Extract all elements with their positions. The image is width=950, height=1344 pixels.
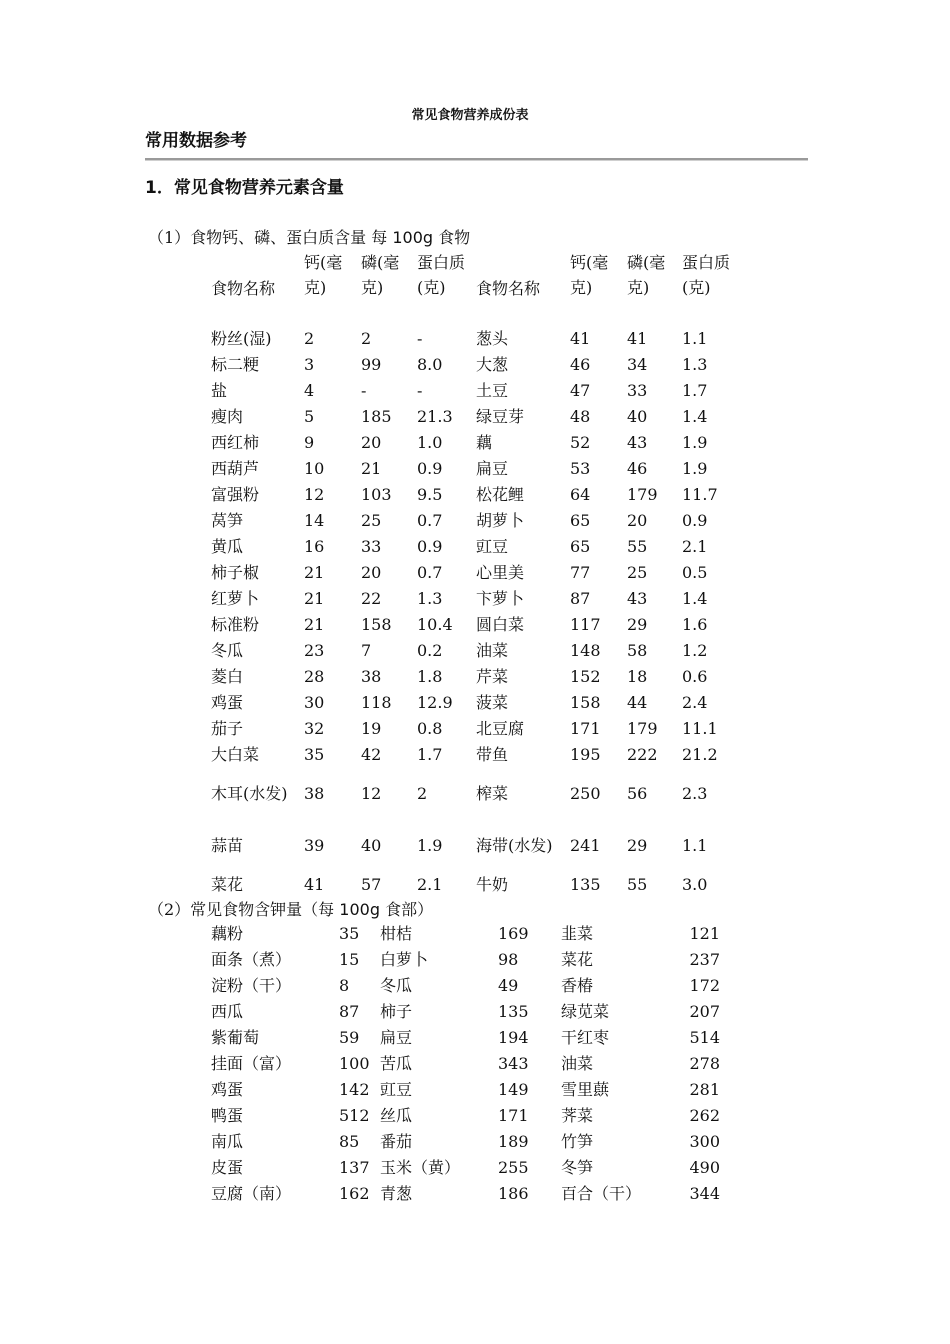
table-row xyxy=(211,1051,720,1077)
food-name-cell: 西葫芦 xyxy=(211,459,260,478)
column-header: 食物名称 xyxy=(211,278,276,298)
value-cell: 12 xyxy=(361,784,382,803)
food-name-cell: 标准粉 xyxy=(211,615,260,634)
value-cell: 148 xyxy=(570,641,601,660)
column-header: 磷(毫克) xyxy=(627,253,666,297)
value-cell: 194 xyxy=(498,1028,529,1047)
food-name-cell: 红萝卜 xyxy=(211,589,260,608)
value-cell: 41 xyxy=(570,329,591,348)
value-cell: 300 xyxy=(689,1132,720,1151)
value-cell: 20 xyxy=(627,511,648,530)
value-cell: 29 xyxy=(627,836,648,855)
value-cell: 1.2 xyxy=(682,641,708,660)
food-name-cell: 心里美 xyxy=(476,563,525,582)
value-cell: 44 xyxy=(627,693,648,712)
value-cell: 87 xyxy=(570,589,591,608)
value-cell: 2.1 xyxy=(417,875,443,894)
table-row xyxy=(211,1155,720,1181)
value-cell: 172 xyxy=(689,976,720,995)
value-cell: 35 xyxy=(304,745,325,764)
table-row xyxy=(211,586,742,612)
food-name-cell: 菜花 xyxy=(211,875,244,894)
column-header: 食物名称 xyxy=(476,278,541,298)
food-name-cell: 柿子 xyxy=(380,1002,413,1021)
table-row xyxy=(211,690,742,716)
value-cell: 169 xyxy=(498,924,529,943)
value-cell: 3.0 xyxy=(682,875,708,894)
value-cell: 158 xyxy=(361,615,392,634)
food-name-cell: 番茄 xyxy=(380,1132,413,1151)
food-name-cell: 菠菜 xyxy=(476,693,509,712)
value-cell: 135 xyxy=(498,1002,529,1021)
value-cell: 1.1 xyxy=(682,329,708,348)
table-row xyxy=(211,612,742,638)
value-cell: 0.9 xyxy=(682,511,708,530)
value-cell: 35 xyxy=(339,924,360,943)
value-cell: 186 xyxy=(498,1184,529,1203)
value-cell: 65 xyxy=(570,511,591,530)
potassium-content-table xyxy=(211,921,720,1207)
value-cell: 22 xyxy=(361,589,382,608)
food-name-cell: 榨菜 xyxy=(476,784,509,803)
table-row xyxy=(211,742,742,768)
value-cell: 1.3 xyxy=(682,355,708,374)
food-name-cell: 豆腐（南） xyxy=(211,1184,292,1203)
food-name-cell: 皮蛋 xyxy=(211,1158,244,1177)
value-cell: 118 xyxy=(361,693,392,712)
value-cell: 281 xyxy=(689,1080,720,1099)
food-name-cell: 茄子 xyxy=(211,719,244,738)
value-cell: 2 xyxy=(304,329,315,348)
value-cell: 2 xyxy=(361,329,372,348)
subheading-nutrients: 1．常见食物营养元素含量 xyxy=(145,178,344,198)
food-name-cell: 面条（煮） xyxy=(211,950,292,969)
value-cell: 2.3 xyxy=(682,784,708,803)
value-cell: 43 xyxy=(627,589,648,608)
value-cell: 11.1 xyxy=(682,719,718,738)
table-row xyxy=(211,482,742,508)
value-cell: 23 xyxy=(304,641,325,660)
table-row xyxy=(211,456,742,482)
value-cell: 65 xyxy=(570,537,591,556)
value-cell: 64 xyxy=(570,485,591,504)
food-name-cell: 莴笋 xyxy=(211,511,244,530)
value-cell: 12.9 xyxy=(417,693,453,712)
value-cell: 121 xyxy=(689,924,720,943)
value-cell: 1.0 xyxy=(417,433,443,452)
table-row xyxy=(211,352,742,378)
table-row xyxy=(211,1181,720,1207)
value-cell: 56 xyxy=(627,784,648,803)
value-cell: 42 xyxy=(361,745,382,764)
food-name-cell: 柿子椒 xyxy=(211,563,260,582)
table-row xyxy=(211,326,742,352)
food-name-cell: 雪里蕻 xyxy=(561,1080,610,1099)
value-cell: 0.5 xyxy=(682,563,708,582)
food-name-cell: 扁豆 xyxy=(380,1028,413,1047)
value-cell: 3 xyxy=(304,355,315,374)
value-cell: 41 xyxy=(304,875,325,894)
food-name-cell: 挂面（富） xyxy=(211,1054,292,1073)
food-name-cell: 油菜 xyxy=(561,1054,594,1073)
value-cell: 4 xyxy=(304,381,315,400)
value-cell: 1.4 xyxy=(682,407,708,426)
food-name-cell: 瘦肉 xyxy=(211,407,244,426)
table-row xyxy=(211,404,742,430)
food-name-cell: 豇豆 xyxy=(380,1080,413,1099)
column-header: 蛋白质(克) xyxy=(417,253,466,297)
value-cell: 2 xyxy=(417,784,428,803)
food-name-cell: 菜花 xyxy=(561,950,594,969)
value-cell: 1.7 xyxy=(417,745,443,764)
value-cell: 98 xyxy=(498,950,519,969)
food-name-cell: 松花鲤 xyxy=(476,485,525,504)
food-name-cell: 蒜苗 xyxy=(211,836,244,855)
food-name-cell: 淀粉（干） xyxy=(211,976,292,995)
value-cell: 77 xyxy=(570,563,591,582)
value-cell: 40 xyxy=(627,407,648,426)
value-cell: 49 xyxy=(498,976,519,995)
table-row xyxy=(211,921,720,947)
table-row xyxy=(211,508,742,534)
value-cell: 2.1 xyxy=(682,537,708,556)
table-row xyxy=(211,1129,720,1155)
value-cell: 0.2 xyxy=(417,641,443,660)
food-name-cell: 绿豆芽 xyxy=(476,407,525,426)
table-row xyxy=(211,664,742,690)
table-row xyxy=(211,560,742,586)
value-cell: 135 xyxy=(570,875,601,894)
table2-caption-suffix: 食部） xyxy=(385,900,434,919)
value-cell: 103 xyxy=(361,485,392,504)
food-name-cell: 冬笋 xyxy=(561,1158,594,1177)
value-cell: 171 xyxy=(570,719,601,738)
food-name-cell: 圆白菜 xyxy=(476,615,525,634)
value-cell: 41 xyxy=(627,329,648,348)
value-cell: 179 xyxy=(627,719,658,738)
value-cell: 21 xyxy=(361,459,382,478)
food-name-cell: 白萝卜 xyxy=(380,950,429,969)
value-cell: 137 xyxy=(339,1158,370,1177)
value-cell: 12 xyxy=(304,485,325,504)
value-cell: 250 xyxy=(570,784,601,803)
table2-caption-amount: 100g xyxy=(339,900,380,919)
value-cell: 53 xyxy=(570,459,591,478)
value-cell: 1.1 xyxy=(682,836,708,855)
value-cell: 344 xyxy=(689,1184,720,1203)
value-cell: 20 xyxy=(361,563,382,582)
food-name-cell: 牛奶 xyxy=(476,875,509,894)
table-row xyxy=(211,716,742,742)
food-name-cell: 黄瓜 xyxy=(211,537,244,556)
food-name-cell: 青葱 xyxy=(380,1184,413,1203)
value-cell: 29 xyxy=(627,615,648,634)
column-header: 磷(毫克) xyxy=(361,253,400,297)
value-cell: 55 xyxy=(627,537,648,556)
value-cell: 1.3 xyxy=(417,589,443,608)
value-cell: 58 xyxy=(627,641,648,660)
food-name-cell: 大白菜 xyxy=(211,745,260,764)
value-cell: 207 xyxy=(689,1002,720,1021)
value-cell: 7 xyxy=(361,641,372,660)
column-header: 钙(毫克) xyxy=(570,253,609,297)
food-name-cell: 苦瓜 xyxy=(380,1054,413,1073)
food-name-cell: 菱白 xyxy=(211,667,244,686)
value-cell: 222 xyxy=(627,745,658,764)
food-name-cell: 冬瓜 xyxy=(211,641,244,660)
value-cell: 30 xyxy=(304,693,325,712)
value-cell: 1.9 xyxy=(417,836,443,855)
food-name-cell: 丝瓜 xyxy=(380,1106,413,1125)
value-cell: 1.9 xyxy=(682,459,708,478)
value-cell: 512 xyxy=(339,1106,370,1125)
value-cell: 9.5 xyxy=(417,485,443,504)
value-cell: 255 xyxy=(498,1158,529,1177)
table-header-row xyxy=(211,250,742,326)
table2-caption xyxy=(148,897,433,920)
value-cell: 189 xyxy=(498,1132,529,1151)
value-cell: 20 xyxy=(361,433,382,452)
value-cell: - xyxy=(417,329,423,348)
food-name-cell: 大葱 xyxy=(476,355,509,374)
table2-caption-prefix: （2）常见食物含钾量（每 xyxy=(148,900,335,919)
value-cell: 1.4 xyxy=(682,589,708,608)
food-name-cell: 竹笋 xyxy=(561,1132,594,1151)
food-name-cell: 富强粉 xyxy=(211,485,260,504)
value-cell: 2.4 xyxy=(682,693,708,712)
table-row xyxy=(211,872,742,898)
food-name-cell: 藕 xyxy=(476,433,493,452)
value-cell: 38 xyxy=(361,667,382,686)
value-cell: 10 xyxy=(304,459,325,478)
value-cell: 179 xyxy=(627,485,658,504)
value-cell: 278 xyxy=(689,1054,720,1073)
food-name-cell: 香椿 xyxy=(561,976,594,995)
food-name-cell: 油菜 xyxy=(476,641,509,660)
value-cell: 52 xyxy=(570,433,591,452)
value-cell: 55 xyxy=(627,875,648,894)
food-name-cell: 冬瓜 xyxy=(380,976,413,995)
value-cell: 1.7 xyxy=(682,381,708,400)
food-name-cell: 芹菜 xyxy=(476,667,509,686)
food-name-cell: 北豆腐 xyxy=(476,719,525,738)
food-name-cell: 藕粉 xyxy=(211,924,244,943)
value-cell: 47 xyxy=(570,381,591,400)
value-cell: 21.3 xyxy=(417,407,453,426)
value-cell: 33 xyxy=(627,381,648,400)
table-row xyxy=(211,1077,720,1103)
value-cell: 0.6 xyxy=(682,667,708,686)
horizontal-rule xyxy=(145,158,808,161)
value-cell: 10.4 xyxy=(417,615,453,634)
value-cell: 185 xyxy=(361,407,392,426)
value-cell: 21 xyxy=(304,563,325,582)
value-cell: 99 xyxy=(361,355,382,374)
value-cell: 5 xyxy=(304,407,315,426)
food-name-cell: 木耳(水发) xyxy=(211,784,288,803)
value-cell: 8.0 xyxy=(417,355,443,374)
value-cell: 57 xyxy=(361,875,382,894)
mineral-content-table xyxy=(211,250,742,898)
value-cell: 46 xyxy=(570,355,591,374)
value-cell: 149 xyxy=(498,1080,529,1099)
food-name-cell: 卞萝卜 xyxy=(476,589,525,608)
value-cell: 0.8 xyxy=(417,719,443,738)
value-cell: 39 xyxy=(304,836,325,855)
table-row xyxy=(211,820,742,872)
value-cell: 514 xyxy=(689,1028,720,1047)
food-name-cell: 鸡蛋 xyxy=(211,1080,244,1099)
page-title: 常见食物营养成份表 xyxy=(411,108,529,123)
value-cell: 85 xyxy=(339,1132,360,1151)
food-name-cell: 扁豆 xyxy=(476,459,509,478)
value-cell: 18 xyxy=(627,667,648,686)
food-name-cell: 海带(水发) xyxy=(476,836,553,855)
value-cell: 25 xyxy=(361,511,382,530)
table-row xyxy=(211,947,720,973)
value-cell: 0.9 xyxy=(417,459,443,478)
value-cell: 16 xyxy=(304,537,325,556)
food-name-cell: 玉米（黄） xyxy=(380,1158,461,1177)
table1-caption-amount: 100g xyxy=(392,228,434,247)
table-row xyxy=(211,1025,720,1051)
value-cell: 262 xyxy=(689,1106,720,1125)
food-name-cell: 豇豆 xyxy=(476,537,509,556)
value-cell: 490 xyxy=(689,1158,720,1177)
value-cell: - xyxy=(417,381,423,400)
table-row xyxy=(211,378,742,404)
food-name-cell: 标二粳 xyxy=(211,355,260,374)
value-cell: 241 xyxy=(570,836,601,855)
value-cell: 117 xyxy=(570,615,601,634)
value-cell: 8 xyxy=(339,976,350,995)
table-row xyxy=(211,430,742,456)
value-cell: 152 xyxy=(570,667,601,686)
value-cell: 48 xyxy=(570,407,591,426)
food-name-cell: 南瓜 xyxy=(211,1132,244,1151)
section-heading: 常用数据参考 xyxy=(145,131,247,151)
food-name-cell: 柑桔 xyxy=(380,924,413,943)
value-cell: 343 xyxy=(498,1054,529,1073)
food-name-cell: 土豆 xyxy=(476,381,509,400)
value-cell: 1.9 xyxy=(682,433,708,452)
value-cell: 0.7 xyxy=(417,511,443,530)
food-name-cell: 带鱼 xyxy=(476,745,509,764)
table-row xyxy=(211,1103,720,1129)
value-cell: 87 xyxy=(339,1002,360,1021)
table1-caption xyxy=(148,225,470,248)
value-cell: 21 xyxy=(304,589,325,608)
value-cell: 1.6 xyxy=(682,615,708,634)
value-cell: 33 xyxy=(361,537,382,556)
table-row xyxy=(211,973,720,999)
value-cell: 162 xyxy=(339,1184,370,1203)
food-name-cell: 紫葡萄 xyxy=(211,1028,260,1047)
table-row xyxy=(211,638,742,664)
value-cell: 195 xyxy=(570,745,601,764)
table-row xyxy=(211,768,742,820)
table1-caption-prefix: （1）食物钙、磷、蛋白质含量 每 xyxy=(148,228,388,247)
value-cell: 0.9 xyxy=(417,537,443,556)
value-cell: 158 xyxy=(570,693,601,712)
value-cell: 28 xyxy=(304,667,325,686)
value-cell: 19 xyxy=(361,719,382,738)
food-name-cell: 盐 xyxy=(211,381,228,400)
food-name-cell: 荠菜 xyxy=(561,1106,594,1125)
value-cell: 9 xyxy=(304,433,315,452)
food-name-cell: 粉丝(湿) xyxy=(211,329,272,348)
value-cell: 171 xyxy=(498,1106,529,1125)
table1-caption-suffix: 食物 xyxy=(438,228,471,247)
food-name-cell: 韭菜 xyxy=(561,924,594,943)
value-cell: 38 xyxy=(304,784,325,803)
value-cell: 0.7 xyxy=(417,563,443,582)
table-row xyxy=(211,999,720,1025)
value-cell: 237 xyxy=(689,950,720,969)
value-cell: 11.7 xyxy=(682,485,718,504)
food-name-cell: 百合（干） xyxy=(561,1184,642,1203)
column-header: 钙(毫克) xyxy=(304,253,343,297)
value-cell: - xyxy=(361,381,367,400)
food-name-cell: 胡萝卜 xyxy=(476,511,525,530)
column-header: 蛋白质(克) xyxy=(682,253,731,297)
value-cell: 21 xyxy=(304,615,325,634)
value-cell: 14 xyxy=(304,511,325,530)
value-cell: 1.8 xyxy=(417,667,443,686)
value-cell: 100 xyxy=(339,1054,370,1073)
value-cell: 15 xyxy=(339,950,360,969)
food-name-cell: 干红枣 xyxy=(561,1028,610,1047)
value-cell: 43 xyxy=(627,433,648,452)
food-name-cell: 鸡蛋 xyxy=(211,693,244,712)
value-cell: 40 xyxy=(361,836,382,855)
value-cell: 25 xyxy=(627,563,648,582)
food-name-cell: 葱头 xyxy=(476,329,509,348)
value-cell: 32 xyxy=(304,719,325,738)
food-name-cell: 鸭蛋 xyxy=(211,1106,244,1125)
food-name-cell: 西红柿 xyxy=(211,433,260,452)
value-cell: 142 xyxy=(339,1080,370,1099)
value-cell: 59 xyxy=(339,1028,360,1047)
food-name-cell: 西瓜 xyxy=(211,1002,244,1021)
table-row xyxy=(211,534,742,560)
food-name-cell: 绿苋菜 xyxy=(561,1002,610,1021)
value-cell: 21.2 xyxy=(682,745,718,764)
value-cell: 46 xyxy=(627,459,648,478)
value-cell: 34 xyxy=(627,355,648,374)
